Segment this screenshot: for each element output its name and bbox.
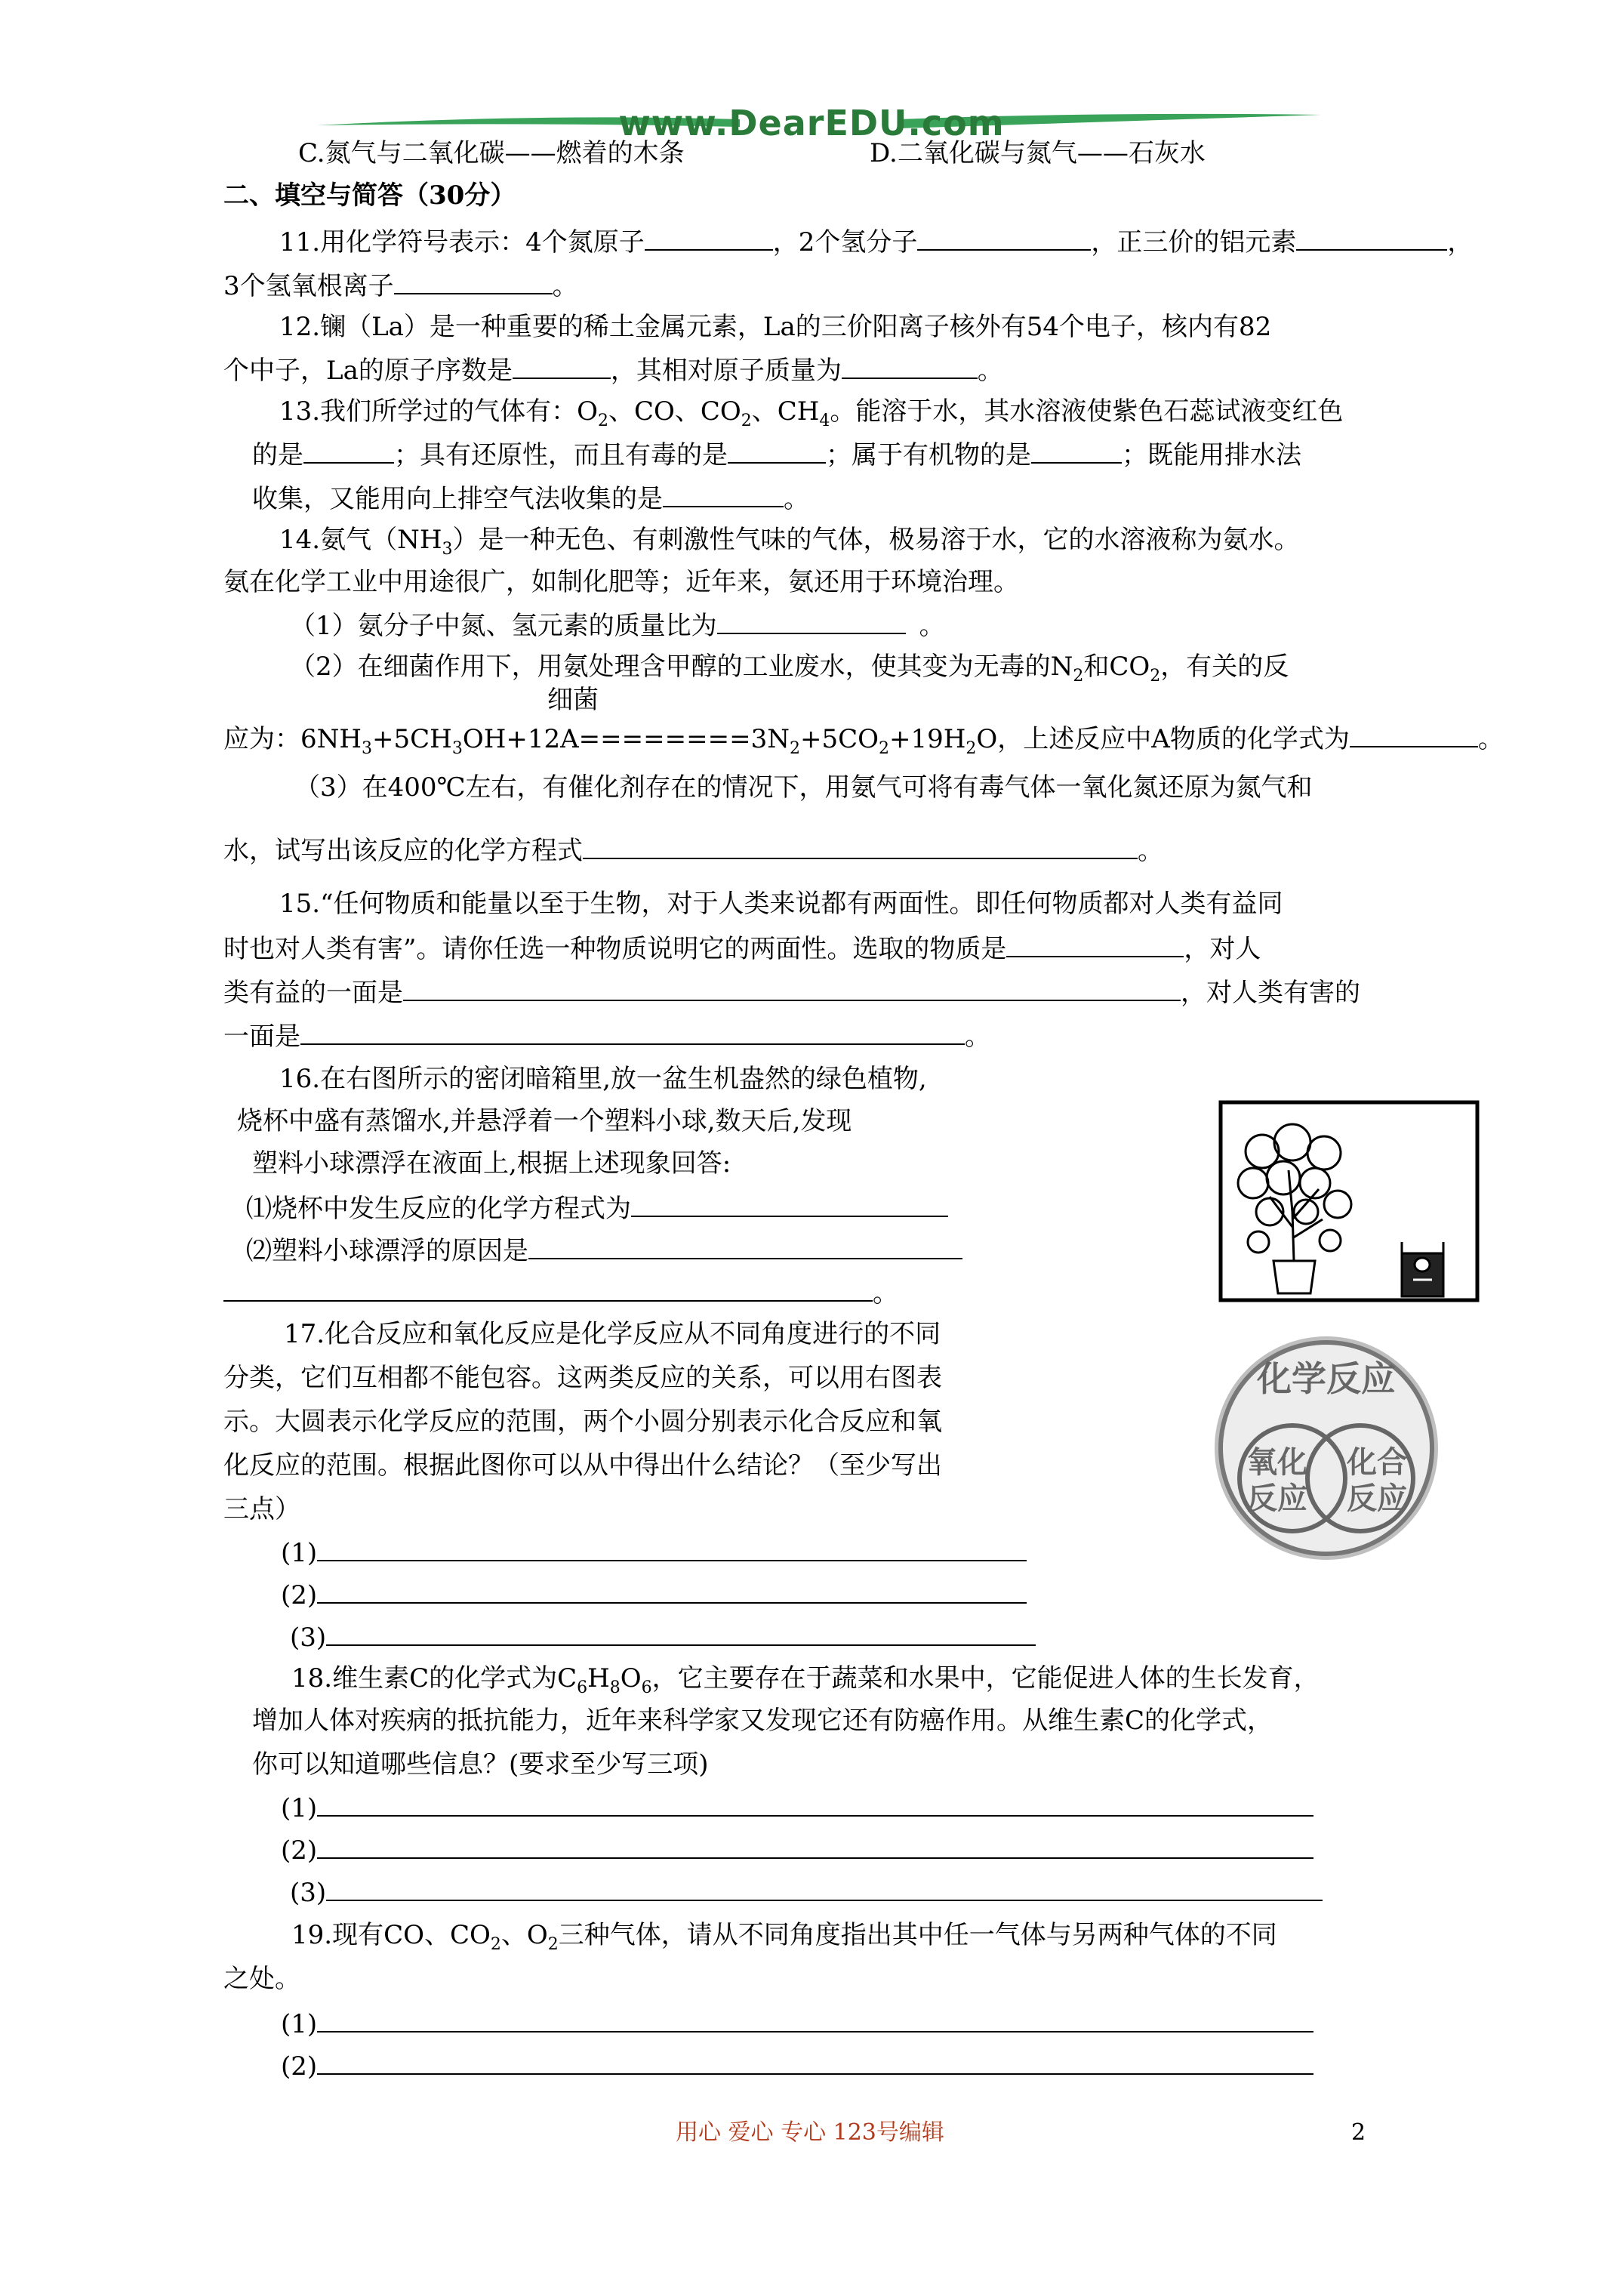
q17-text: (1) bbox=[281, 1538, 318, 1568]
q14-line2: 氨在化学工业中用途很广，如制化肥等；近年来，氨还用于环境治理。 bbox=[223, 567, 1019, 597]
q11-text: 11.用化学符号表示：4个氮原子 bbox=[279, 227, 645, 257]
q19-text: 、O bbox=[500, 1920, 548, 1950]
q15-text: 一面是 bbox=[223, 1022, 300, 1052]
venn-outer-label: 化学反应 bbox=[1257, 1358, 1396, 1399]
q16-text: ⑴烧杯中发生反应的化学方程式为 bbox=[246, 1194, 631, 1224]
q19-text: 19.现有CO、CO bbox=[291, 1920, 491, 1950]
q12-text: 。 bbox=[977, 356, 1003, 386]
subscript: 3 bbox=[451, 739, 463, 758]
q13-text: ；具有还原性，而且有毒的是 bbox=[394, 440, 728, 470]
answer-blank[interactable] bbox=[317, 2008, 1313, 2032]
subscript: 2 bbox=[741, 411, 752, 430]
q19-text: 三种气体，请从不同角度指出其中任一气体与另两种气体的不同 bbox=[558, 1920, 1277, 1950]
section-title: 二、填空与简答（30分） bbox=[223, 180, 516, 211]
page-number: 2 bbox=[1351, 2119, 1366, 2146]
q16-text: 。 bbox=[873, 1278, 898, 1308]
q17-answer2 bbox=[281, 1579, 1027, 1610]
subscript: 2 bbox=[597, 411, 608, 430]
subscript: 8 bbox=[609, 1678, 621, 1697]
q17-line5: 三点） bbox=[223, 1494, 300, 1524]
venn-left-label-1: 氧化 bbox=[1247, 1445, 1307, 1480]
subscript: 2 bbox=[878, 739, 889, 758]
q15-line1: 15.“任何物质和能量以至于生物，对于人类来说都有两面性。即任何物质都对人类有益同 bbox=[279, 889, 1283, 919]
answer-blank[interactable] bbox=[631, 1193, 948, 1217]
potted-plant-icon bbox=[1238, 1124, 1351, 1293]
answer-blank[interactable] bbox=[317, 1579, 1027, 1604]
q14-text: 应为：6NH bbox=[223, 724, 362, 754]
q13-text: 的是 bbox=[252, 440, 303, 470]
q18-text: H bbox=[587, 1663, 610, 1693]
q16-line5 bbox=[246, 1235, 962, 1266]
q10-option-c: C.氮气与二氧化碳——燃着的木条 bbox=[298, 138, 685, 168]
subscript: 2 bbox=[1150, 667, 1161, 686]
answer-blank[interactable] bbox=[1296, 227, 1447, 251]
q13-text: 收集，又能用向上排空气法收集的是 bbox=[252, 484, 663, 514]
dark-box-plant-figure bbox=[1217, 1099, 1481, 1304]
q13-text: 、CH bbox=[751, 396, 820, 427]
q15-text: ，对人 bbox=[1184, 934, 1261, 964]
q11-text: ，正三价的铝元素 bbox=[1091, 227, 1297, 257]
q14-part3-line2 bbox=[223, 835, 1163, 866]
q16-line4 bbox=[246, 1193, 948, 1224]
subscript: 2 bbox=[965, 739, 977, 758]
q15-line4 bbox=[223, 1021, 990, 1052]
q14-text: 和CO bbox=[1083, 652, 1150, 682]
q14-text: 14.氨气（NH bbox=[279, 525, 442, 555]
q15-line3 bbox=[223, 977, 1360, 1008]
q11-text: 。 bbox=[552, 271, 578, 301]
answer-blank[interactable] bbox=[303, 439, 394, 464]
q17-line2: 分类，它们互相都不能包容。这两类反应的关系，可以用右图表 bbox=[223, 1363, 942, 1393]
q14-text: OH+12A========3N bbox=[462, 724, 790, 754]
q17-line1: 17.化合反应和氧化反应是化学反应从不同角度进行的不同 bbox=[284, 1319, 941, 1349]
q18-text: (1) bbox=[281, 1793, 318, 1823]
q17-answer3 bbox=[290, 1622, 1036, 1653]
q11-text: ， bbox=[1447, 227, 1474, 257]
q17-line4: 化反应的范围。根据此图你可以从中得出什么结论？（至少写出 bbox=[223, 1450, 942, 1481]
q18-line3: 你可以知道哪些信息？(要求至少写三项) bbox=[252, 1749, 709, 1780]
q13-text: 。 bbox=[784, 484, 809, 514]
q11-line1 bbox=[279, 227, 1473, 257]
q14-line1 bbox=[279, 525, 1300, 559]
q18-answer2 bbox=[281, 1835, 1313, 1866]
answer-blank[interactable] bbox=[326, 1877, 1323, 1901]
q15-text: 时也对人类有害”。请你任选一种物质说明它的两面性。选取的物质是 bbox=[223, 934, 1007, 964]
q15-line2 bbox=[223, 933, 1261, 964]
q13-text: ；既能用排水法 bbox=[1122, 440, 1301, 470]
answer-blank[interactable] bbox=[583, 835, 1138, 859]
venn-right-label-2: 反应 bbox=[1347, 1481, 1407, 1516]
q14-text: 。 bbox=[1138, 836, 1163, 866]
answer-blank[interactable] bbox=[528, 1235, 962, 1259]
q13-line3 bbox=[252, 483, 809, 514]
answer-blank[interactable] bbox=[513, 355, 611, 379]
subscript: 2 bbox=[1073, 667, 1084, 686]
q14-part1 bbox=[290, 610, 945, 641]
q15-text: 。 bbox=[965, 1022, 990, 1052]
q17-answer1 bbox=[281, 1537, 1027, 1568]
q19-line1 bbox=[291, 1920, 1277, 1954]
q18-text: ，它主要存在于蔬菜和水果中，它能促进人体的生长发育， bbox=[651, 1663, 1320, 1693]
footer-editor-note: 用心 爱心 专心 123号编辑 bbox=[676, 2119, 944, 2146]
q14-part3: （3）在400℃左右，有催化剂存在的情况下，用氨气可将有毒气体一氧化氮还原为氮气和 bbox=[294, 772, 1313, 803]
q17-text: (2) bbox=[281, 1580, 318, 1610]
answer-blank[interactable] bbox=[223, 1277, 873, 1302]
q14-text: 。 bbox=[1477, 724, 1504, 754]
q14-part2 bbox=[290, 652, 1289, 686]
subscript: 4 bbox=[819, 411, 830, 430]
q11-text: 3个氢氧根离子 bbox=[223, 271, 394, 301]
q12-line1: 12.镧（La）是一种重要的稀土金属元素，La的三价阳离子核外有54个电子，核内有82 bbox=[279, 312, 1272, 342]
beaker-icon bbox=[1402, 1242, 1443, 1296]
q13-text: 13.我们所学过的气体有：O bbox=[279, 396, 598, 427]
answer-blank[interactable] bbox=[300, 1021, 965, 1045]
q19-text: (1) bbox=[281, 2009, 318, 2039]
q19-answer1 bbox=[281, 2008, 1313, 2039]
q14-text: （2）在细菌作用下，用氨处理含甲醇的工业废水，使其变为无毒的N bbox=[290, 652, 1073, 682]
q14-text: ）是一种无色、有刺激性气味的气体，极易溶于水，它的水溶液称为氨水。 bbox=[452, 525, 1300, 555]
q16-line2: 烧杯中盛有蒸馏水,并悬浮着一个塑料小球,数天后,发现 bbox=[237, 1106, 852, 1136]
q11-text: ，2个氢分子 bbox=[772, 227, 918, 257]
q19-line2: 之处。 bbox=[223, 1964, 300, 1994]
q14-text: 。 bbox=[919, 611, 945, 641]
q14-text: O，上述反应中A物质的化学式为 bbox=[976, 724, 1350, 754]
q18-text: O bbox=[620, 1663, 642, 1693]
q13-text: ；属于有机物的是 bbox=[826, 440, 1031, 470]
q18-text: (3) bbox=[290, 1878, 327, 1908]
reaction-venn-diagram bbox=[1209, 1330, 1443, 1566]
q16-line6 bbox=[223, 1277, 898, 1308]
subscript: 3 bbox=[362, 739, 373, 758]
q17-text: (3) bbox=[290, 1623, 327, 1653]
q16-line3: 塑料小球漂浮在液面上,根据上述现象回答: bbox=[252, 1148, 731, 1179]
q18-text: (2) bbox=[281, 1835, 318, 1866]
answer-blank[interactable] bbox=[717, 610, 906, 634]
q14-text: +5CH bbox=[372, 724, 452, 754]
venn-left-label-2: 反应 bbox=[1247, 1481, 1307, 1516]
q13-line2 bbox=[252, 439, 1301, 470]
q14-equation bbox=[223, 723, 1504, 758]
q19-answer2 bbox=[281, 2051, 1313, 2082]
answer-blank[interactable] bbox=[728, 439, 826, 464]
venn-right-label-1: 化合 bbox=[1347, 1445, 1407, 1480]
answer-blank[interactable] bbox=[645, 227, 773, 251]
subscript: 3 bbox=[442, 540, 453, 559]
q12-line2 bbox=[223, 355, 1003, 386]
q10-option-d: D.二氧化碳与氮气——石灰水 bbox=[870, 138, 1206, 168]
q16-line1: 16.在右图所示的密闭暗箱里,放一盆生机盎然的绿色植物, bbox=[279, 1064, 927, 1094]
answer-blank[interactable] bbox=[317, 1537, 1027, 1561]
q18-answer3 bbox=[290, 1877, 1323, 1908]
bacteria-condition: 细菌 bbox=[547, 685, 599, 715]
q13-line1 bbox=[279, 396, 1344, 430]
answer-blank[interactable] bbox=[917, 227, 1091, 251]
answer-blank[interactable] bbox=[317, 2051, 1313, 2075]
q13-text: 。能溶于水，其水溶液使紫色石蕊试液变红色 bbox=[830, 396, 1344, 427]
site-url: www.DearEDU.com bbox=[618, 103, 1005, 143]
q18-text: 18.维生素C的化学式为C bbox=[291, 1663, 577, 1693]
q16-text: ⑵塑料小球漂浮的原因是 bbox=[246, 1236, 528, 1266]
answer-blank[interactable] bbox=[326, 1622, 1036, 1646]
q14-text: （1）氨分子中氮、氢元素的质量比为 bbox=[290, 611, 717, 641]
q14-text: +19H bbox=[888, 724, 966, 754]
subscript: 6 bbox=[641, 1678, 652, 1697]
q18-line2: 增加人体对疾病的抵抗能力，近年来科学家又发现它还有防癌作用。从维生素C的化学式， bbox=[252, 1706, 1273, 1736]
subscript: 2 bbox=[547, 1935, 559, 1954]
q14-text: 水，试写出该反应的化学方程式 bbox=[223, 836, 583, 866]
q19-text: (2) bbox=[281, 2051, 318, 2082]
q12-text: ，其相对原子质量为 bbox=[610, 356, 842, 386]
q11-line2 bbox=[223, 270, 578, 301]
answer-blank[interactable] bbox=[663, 483, 784, 507]
subscript: 6 bbox=[577, 1678, 588, 1697]
subscript: 2 bbox=[789, 739, 800, 758]
answer-blank[interactable] bbox=[1031, 439, 1122, 464]
answer-blank[interactable] bbox=[842, 355, 978, 379]
answer-blank[interactable] bbox=[394, 270, 553, 294]
q13-text: 、CO、CO bbox=[608, 396, 741, 427]
q18-answer1 bbox=[281, 1792, 1313, 1823]
answer-blank[interactable] bbox=[317, 1792, 1313, 1817]
q14-text: ，有关的反 bbox=[1160, 652, 1289, 682]
q15-text: 类有益的一面是 bbox=[223, 978, 403, 1008]
q14-text: +5CO bbox=[799, 724, 879, 754]
subscript: 2 bbox=[490, 1935, 501, 1954]
answer-blank[interactable] bbox=[1350, 723, 1478, 747]
answer-blank[interactable] bbox=[317, 1835, 1313, 1859]
q18-line1 bbox=[291, 1663, 1320, 1697]
answer-blank[interactable] bbox=[403, 977, 1181, 1001]
q12-text: 个中子，La的原子序数是 bbox=[223, 356, 513, 386]
answer-blank[interactable] bbox=[1006, 933, 1184, 957]
q17-line3: 示。大圆表示化学反应的范围，两个小圆分别表示化合反应和氧 bbox=[223, 1407, 942, 1437]
q15-text: ，对人类有害的 bbox=[1181, 978, 1360, 1008]
